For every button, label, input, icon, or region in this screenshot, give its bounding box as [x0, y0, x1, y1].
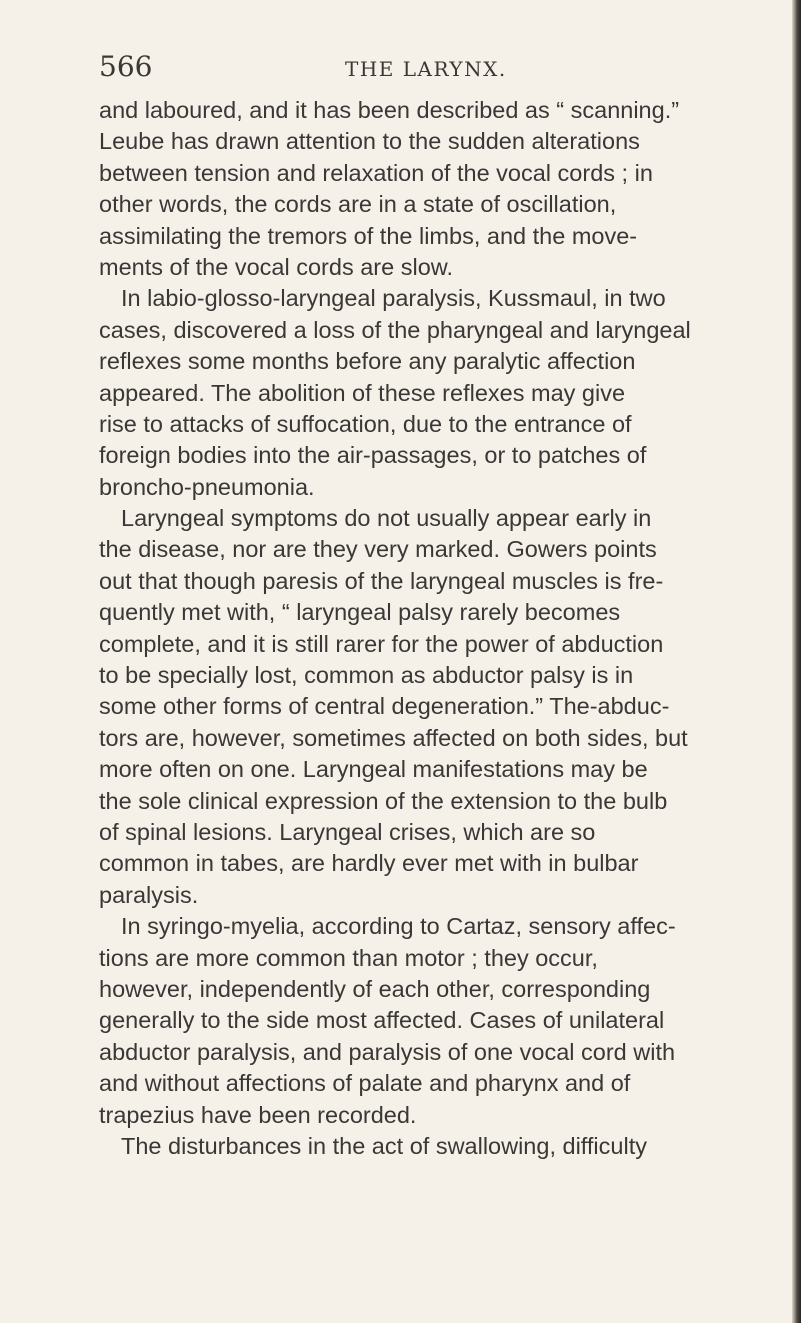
- text-line: however, independently of each other, corresponding: [99, 975, 651, 1002]
- text-line: and without affections of palate and pharynx and of: [99, 1070, 631, 1097]
- text-line: paralysis.: [99, 881, 199, 908]
- text-line: tors are, however, sometimes affected on both sides, but: [99, 724, 688, 751]
- text-line: reflexes some months before any paralytic affection: [99, 348, 636, 375]
- text-line: of spinal lesions. Laryngeal crises, which are so: [99, 818, 596, 845]
- text-line: tions are more common than motor ; they occur,: [99, 944, 598, 971]
- text-line: complete, and it is still rarer for the power of abduction: [99, 630, 664, 657]
- text-line: broncho-pneumonia.: [99, 473, 315, 500]
- text-line: the disease, nor are they very marked. Gowers points: [99, 536, 657, 563]
- text-line: cases, discovered a loss of the pharyngeal and laryngeal: [99, 316, 691, 343]
- text-line: trapezius have been recorded.: [99, 1101, 417, 1128]
- text-line: In syringo-myelia, according to Cartaz, sensory affec-: [121, 913, 676, 940]
- page-edge-shadow: [792, 0, 801, 1323]
- text-line: generally to the side most affected. Cases of unilateral: [99, 1007, 665, 1034]
- text-line: In labio-glosso-laryngeal paralysis, Kussmaul, in two: [121, 285, 666, 312]
- page-number: 566: [99, 50, 153, 83]
- page-header: [99, 49, 717, 85]
- text-line: The disturbances in the act of swallowing, difficulty: [121, 1132, 647, 1159]
- text-line: quently met with, “ laryngeal palsy rarely becomes: [99, 599, 621, 626]
- text-line: out that though paresis of the laryngeal muscles is fre-: [99, 567, 664, 594]
- text-line: to be specially lost, common as abductor palsy is in: [99, 662, 634, 689]
- text-line: other words, the cords are in a state of oscillation,: [99, 191, 617, 218]
- text-line: more often on one. Laryngeal manifestations may be: [99, 756, 648, 783]
- text-line: ments of the vocal cords are slow.: [99, 253, 453, 280]
- text-line: and laboured, and it has been described as “ scanning.”: [99, 97, 680, 123]
- running-head: THE LARYNX.: [345, 57, 507, 81]
- text-line: the sole clinical expression of the extension to the bulb: [99, 787, 668, 814]
- text-line: assimilating the tremors of the limbs, and the move-: [99, 222, 638, 249]
- text-line: foreign bodies into the air-passages, or to patches of: [99, 442, 647, 469]
- text-line: common in tabes, are hardly ever met with in bulbar: [99, 850, 639, 877]
- text-line: appeared. The abolition of these reflexes may give: [99, 379, 626, 406]
- body-text: [99, 95, 789, 1162]
- text-line: some other forms of central degeneration.” The-abduc-: [99, 693, 670, 720]
- text-line: abductor paralysis, and paralysis of one vocal cord with: [99, 1038, 676, 1065]
- text-line: Leube has drawn attention to the sudden alterations: [99, 128, 640, 155]
- text-line: Laryngeal symptoms do not usually appear early in: [121, 505, 652, 532]
- text-line: rise to attacks of suffocation, due to the entrance of: [99, 410, 632, 437]
- text-line: between tension and relaxation of the vocal cords ; in: [99, 159, 653, 186]
